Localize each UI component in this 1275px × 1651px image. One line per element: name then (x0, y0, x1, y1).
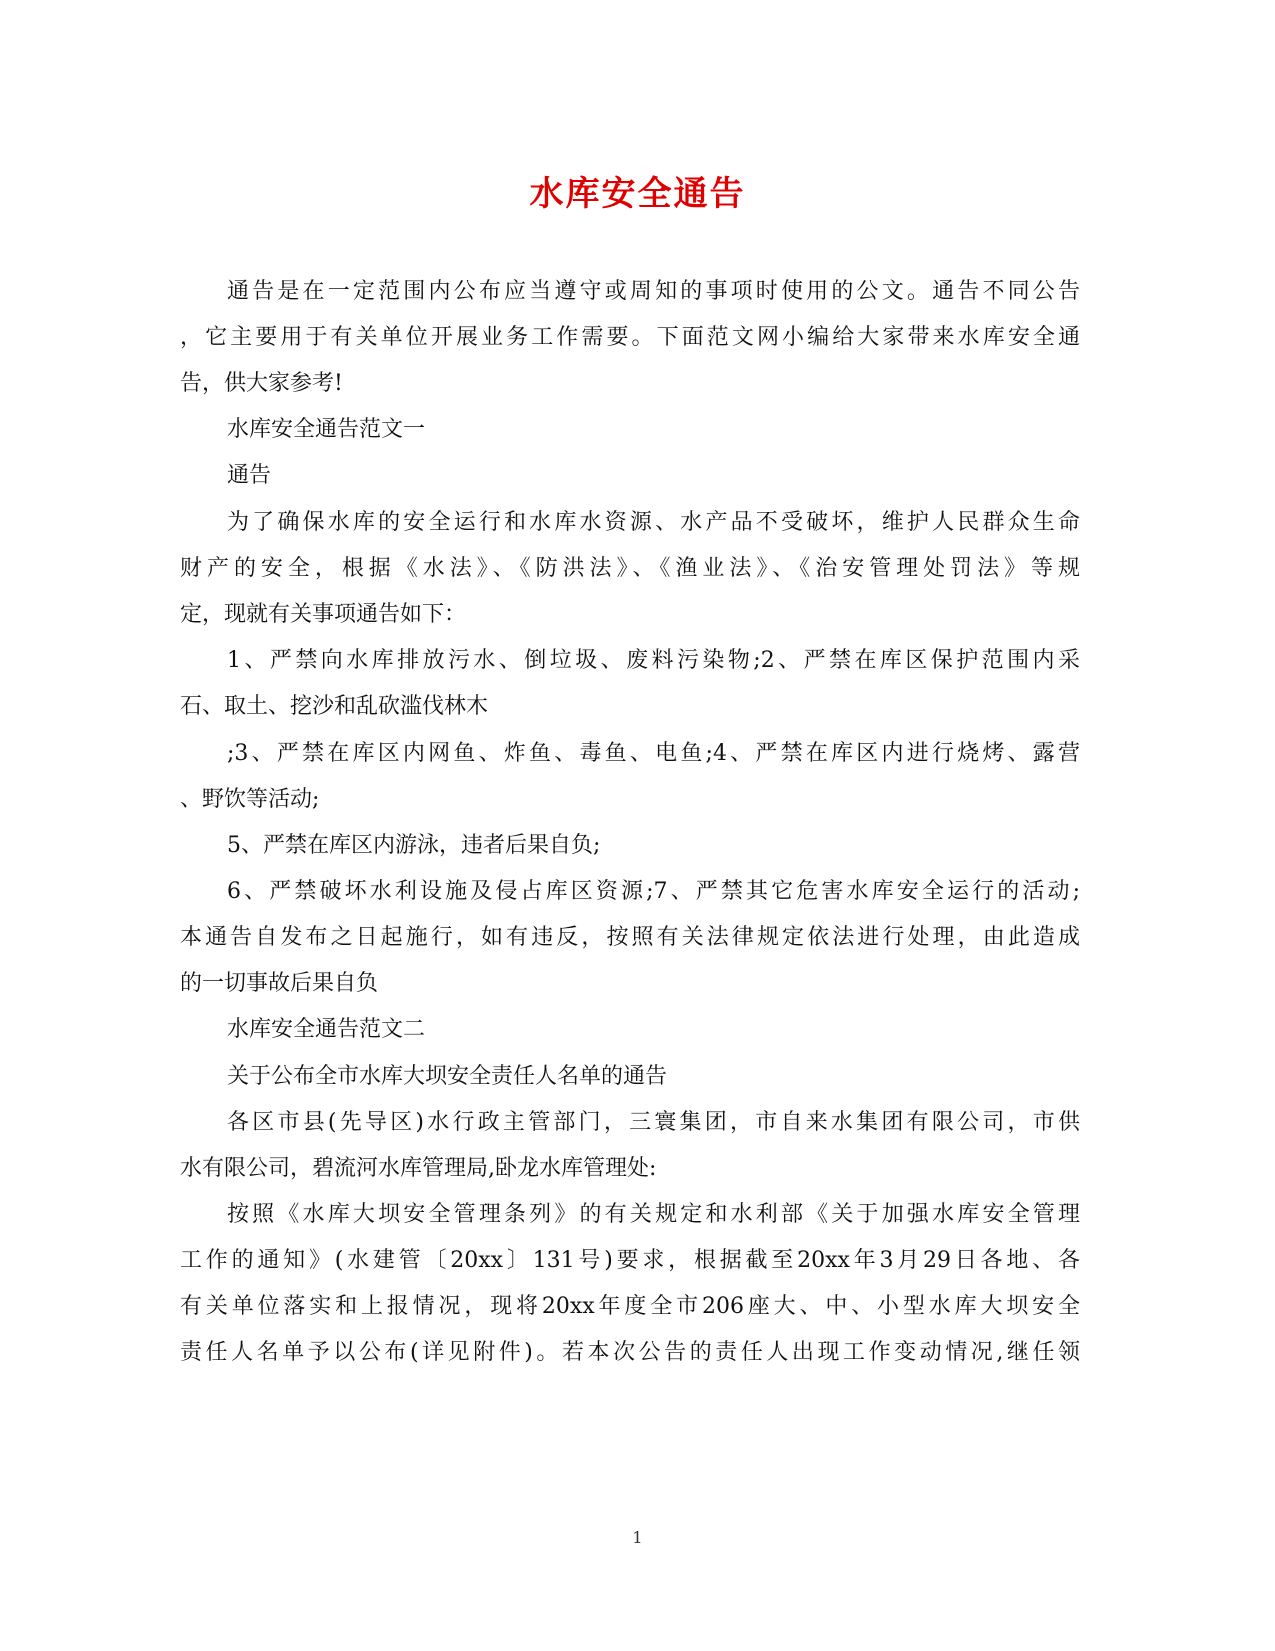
text-line: 责任人名单予以公布(详见附件)。若本次公告的责任人出现工作变动情况,继任领 (180, 1340, 1080, 1365)
text-line: 财产的安全，根据《水法》、《防洪法》、《渔业法》、《治安管理处罚法》等规 (180, 556, 1080, 581)
text-line: 通告是在一定范围内公布应当遵守或周知的事项时使用的公文。通告不同公告 (227, 279, 1080, 304)
text-line: ;3、严禁在库区内网鱼、炸鱼、毒鱼、电鱼;4、严禁在库区内进行烧烤、露营 (227, 741, 1080, 766)
section-heading: 水库安全通告范文二 (227, 1017, 426, 1042)
text-line: 石、取土、挖沙和乱砍滥伐林木 (180, 694, 489, 719)
text-line: 告，供大家参考! (180, 371, 343, 396)
text-line: 工作的通知》(水建管〔20xx〕131号)要求，根据截至20xx年3月29日各地、各 (180, 1248, 1080, 1273)
page-number: 1 (632, 1528, 643, 1547)
section-heading: 通告 (227, 463, 272, 488)
section-heading: 关于公布全市水库大坝安全责任人名单的通告 (227, 1064, 668, 1089)
text-line: 的一切事故后果自负 (180, 971, 379, 996)
text-line: ，它主要用于有关单位开展业务工作需要。下面范文网小编给大家带来水库安全通 (180, 325, 1080, 350)
page-title: 水库安全通告 (529, 174, 746, 214)
text-line: 、野饮等活动; (180, 787, 320, 812)
text-line: 为了确保水库的安全运行和水库水资源、水产品不受破坏，维护人民群众生命 (227, 510, 1080, 535)
text-line: 1、严禁向水库排放污水、倒垃圾、废料污染物;2、严禁在库区保护范围内采 (227, 648, 1080, 673)
text-line: 本通告自发布之日起施行，如有违反，按照有关法律规定依法进行处理，由此造成 (180, 925, 1080, 950)
text-line: 有关单位落实和上报情况，现将20xx年度全市206座大、中、小型水库大坝安全 (180, 1294, 1080, 1319)
text-line: 5、严禁在库区内游泳，违者后果自负; (227, 833, 601, 858)
text-line: 定，现就有关事项通告如下： (180, 602, 467, 627)
text-line: 6、严禁破坏水利设施及侵占库区资源;7、严禁其它危害水库安全运行的活动; (227, 879, 1080, 904)
text-line: 各区市县(先导区)水行政主管部门，三寰集团，市自来水集团有限公司，市供 (227, 1110, 1080, 1135)
section-heading: 水库安全通告范文一 (227, 417, 426, 442)
text-line: 按照《水库大坝安全管理条列》的有关规定和水利部《关于加强水库安全管理 (227, 1202, 1080, 1227)
text-line: 水有限公司，碧流河水库管理局,卧龙水库管理处: (180, 1156, 657, 1181)
